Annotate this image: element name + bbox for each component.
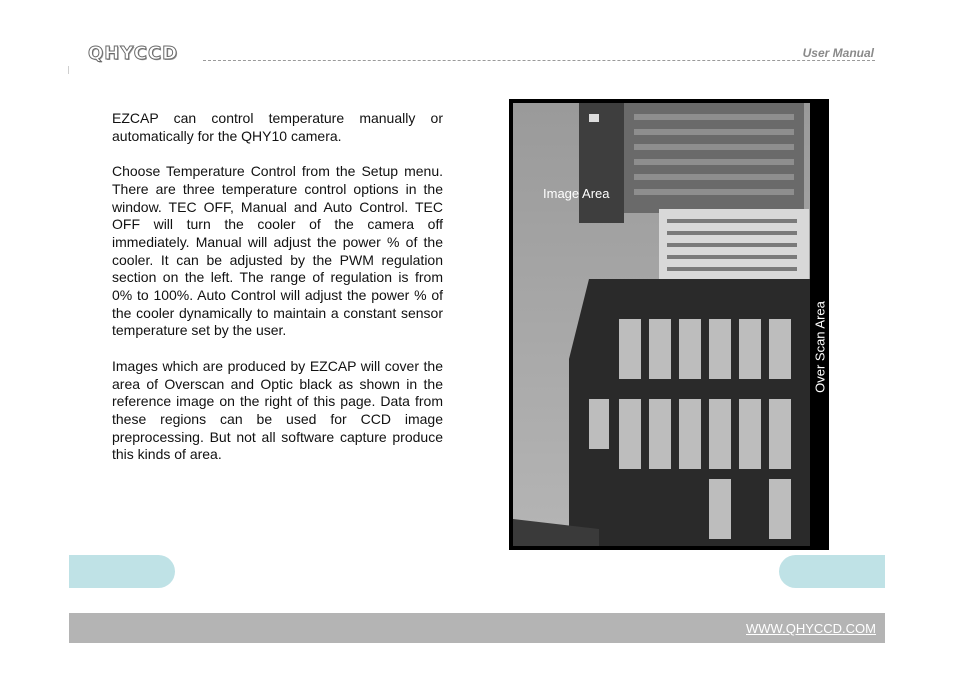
website-link[interactable]: WWW.QHYCCD.COM (746, 621, 876, 636)
paragraph-temperature-control: Choose Temperature Control from the Setup menu. There are three temperature control options in the window. TEC OFF, Manual and Auto Control. TEC OFF will turn the cooler of the camera off immediately. Manual will adjust the power % of the cooler. It can be adjusted by the PWM regulation section on the left. The range of regulation is from 0% to 100%. Auto Control will adjust the power % of the cooler dynamically to maintain a constant sensor temperature set by the user. (112, 163, 443, 339)
qhyccd-logo: QHYCCD (88, 43, 179, 64)
reference-ccd-image (509, 99, 829, 550)
header-divider (203, 60, 875, 61)
page-tab-left (69, 555, 175, 588)
over-scan-area-label: Over Scan Area (812, 301, 828, 393)
paragraph-overscan: Images which are produced by EZCAP will cover the area of Overscan and Optic black as shown in the reference image on the right of this page. Data from these regions can be used for CCD image preprocessing. But not all software capture produce this kinds of area. (112, 357, 443, 463)
image-area-label: Image Area (543, 186, 610, 201)
paragraph-intro: EZCAP can control temperature manually or automatically for the QHY10 camera. (112, 110, 443, 144)
header-user-manual-label: User Manual (802, 46, 874, 60)
page-tab-right (779, 555, 885, 588)
footer-bar (69, 613, 885, 643)
city-photo-illustration (509, 99, 829, 550)
margin-mark (68, 66, 69, 74)
body-text (112, 110, 443, 482)
